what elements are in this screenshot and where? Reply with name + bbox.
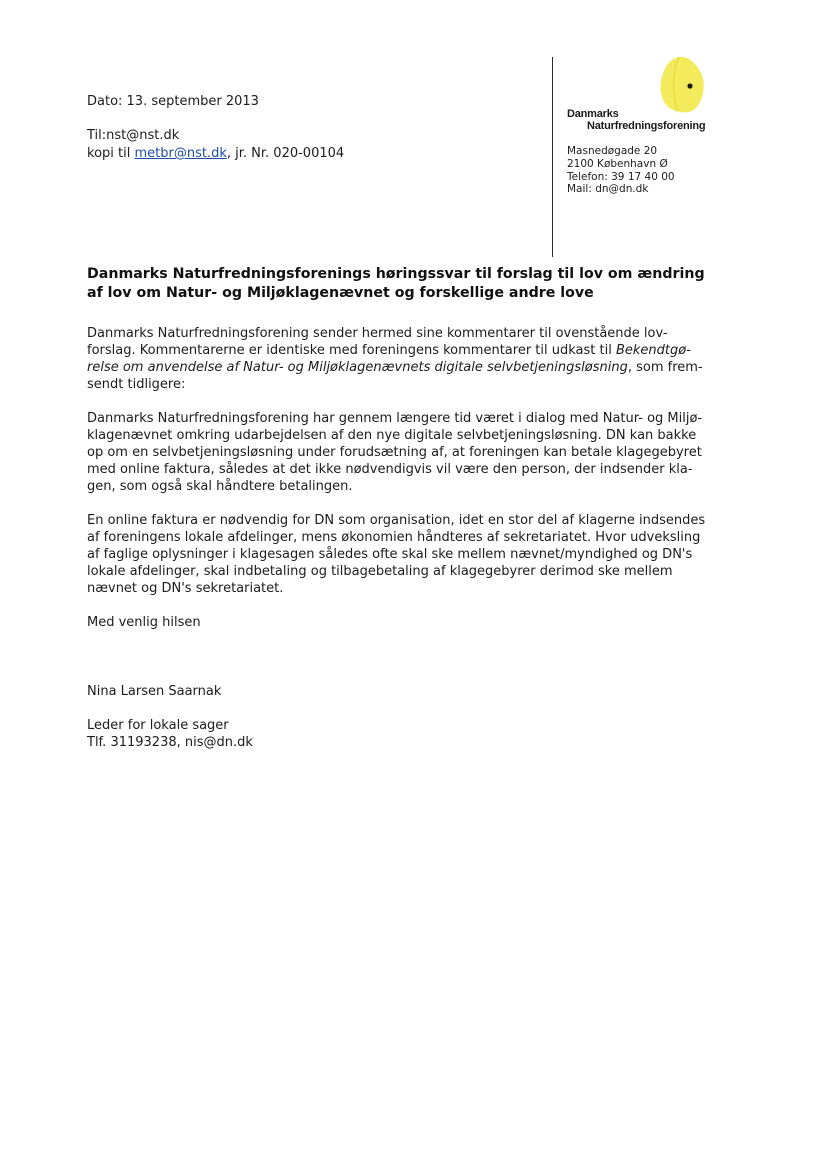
closing-line: Med venlig hilsen — [87, 615, 201, 630]
dn-logo-icon — [657, 55, 705, 115]
recipient-line: Til:nst@nst.dk — [87, 128, 180, 143]
p2-line1: Danmarks Naturfredningsforening har gennem længere tid været i dialog med Natur- og Miljø- — [87, 411, 703, 426]
p3-line4: lokale afdelinger, skal indbetaling og tilbagebetaling af klagegebyrer derimod ske mellem — [87, 564, 673, 579]
title-line2: af lov om Natur- og Miljøklagenævnet og forskellige andre love — [87, 285, 594, 301]
p2-line2: klagenævnet omkring udarbejdelsen af den nye digitale selvbetjeningsløsning. DN kan bakke — [87, 428, 697, 443]
p2-line3: op om en selvbetjeningsløsning under forudsætning af, at foreningen kan betale klagegebyret — [87, 445, 702, 460]
date-line: Dato: 13. september 2013 — [87, 94, 259, 109]
p1-line3-italic: relse om anvendelse af Natur- og Miljøklagenævnets digitale selvbetjeningsløsning — [87, 360, 628, 375]
org-city: 2100 København Ø — [567, 157, 668, 170]
p1-line2-italic: Bekendtgø- — [615, 343, 691, 358]
org-name-line1: Danmarks — [567, 108, 619, 120]
signature-name: Nina Larsen Saarnak — [87, 684, 222, 699]
org-mail: Mail: dn@dn.dk — [567, 183, 649, 196]
p2-line5: gen, som også skal håndtere betalingen. — [87, 479, 353, 494]
p2-line4: med online faktura, således at det ikke nødvendigvis vil være den person, der indsender kla- — [87, 462, 693, 477]
paragraph-2 — [87, 410, 727, 495]
paragraph-1 — [87, 325, 727, 393]
org-address-block — [567, 145, 675, 196]
p1-line2-text: forslag. Kommentarerne er identiske med foreningens kommentarer til udkast til — [87, 343, 616, 358]
header-divider — [552, 57, 553, 257]
p3-line5: nævnet og DN's sekretariatet. — [87, 581, 284, 596]
paragraph-3 — [87, 512, 727, 597]
signature-contact: Tlf. 31193238, nis@dn.dk — [87, 735, 253, 750]
org-name — [567, 108, 705, 132]
p1-line1: Danmarks Naturfredningsforening sender hermed sine kommentarer til ovenstående lov- — [87, 326, 668, 341]
signature-role: Leder for lokale sager — [87, 718, 229, 733]
p1-line3-text: , som frem- — [627, 360, 703, 375]
p3-line2: af foreningens lokale afdelinger, mens økonomien håndteres af sekretariatet. Hvor udveksling — [87, 530, 701, 545]
org-street: Masnedøgade 20 — [567, 145, 658, 157]
org-phone: Telefon: 39 17 40 00 — [567, 170, 675, 183]
p3-line3: af faglige oplysninger i klagesagen således ofte skal ske mellem nævnet/myndighed og DN's — [87, 547, 693, 562]
p1-line4: sendt tidligere: — [87, 377, 186, 392]
cc-line — [87, 145, 344, 163]
cc-suffix: , jr. Nr. 020-00104 — [226, 146, 345, 161]
cc-prefix: kopi til — [87, 146, 135, 161]
letter-header — [87, 93, 344, 163]
p1-line3 — [87, 359, 727, 376]
signature-block — [87, 717, 253, 751]
org-name-line2: Naturfredningsforening — [587, 120, 706, 132]
letter-title — [87, 265, 737, 303]
p3-line1: En online faktura er nødvendig for DN som organisation, idet en stor del af klagerne indsendes — [87, 513, 706, 528]
letter-body — [87, 325, 727, 631]
cc-email-link[interactable]: metbr@nst.dk — [134, 146, 227, 161]
title-line1: Danmarks Naturfredningsforenings høringssvar til forslag til lov om ændring — [87, 266, 705, 282]
p1-line2 — [87, 342, 727, 359]
